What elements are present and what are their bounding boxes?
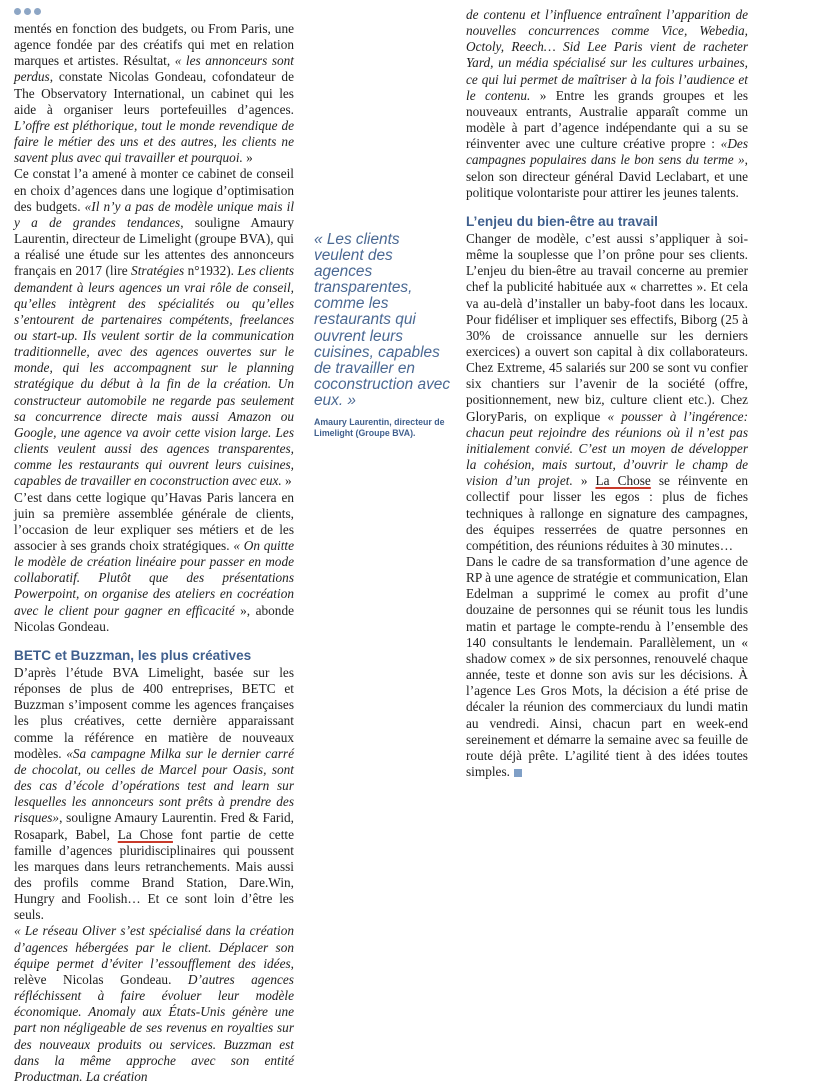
highlighted-name: La Chose [595, 473, 651, 489]
text-run: , souligne Amaury Laurentin. Fred & Farid, Rosapark, Babel, [14, 810, 294, 842]
paragraph [14, 490, 294, 635]
text-run: » [281, 473, 292, 489]
section-dots-icon [14, 8, 41, 15]
section-heading: BETC et Buzzman, les plus créatives [14, 647, 252, 663]
pull-quote-author: Amaury Laurentin, directeur de Limelight (Groupe BVA). [314, 417, 445, 439]
text-run: C’est dans cette logique qu’Havas Paris lancera en juin sa première assemblée générale de clients, l’occasion de leur expliquer ses métiers et de les associer à ses grands choix stratégiques. [14, 489, 294, 553]
text-run: , relève Nicolas Gondeau. [14, 955, 294, 987]
paragraph [466, 231, 748, 554]
italic-quote: Stratégies [131, 263, 185, 279]
italic-quote: «Des campagnes populaires dans le bon sens du terme » [466, 136, 748, 168]
paragraph [466, 7, 748, 201]
italic-quote: «Sa campagne Milka sur le dernier carré de chocolat, ou celles de Marcel pour Oasis, sont des cas d’école d’opérations test and learn sur lesquelles les annonceurs sont prêts à prendre des risques» [14, 745, 295, 826]
end-of-article-icon [514, 769, 522, 777]
text-run: se réinvente en collectif pour lisser les egos : plus de fiches techniques à rallonge en signature des campagnes, des équipes resserrées de quatre personnes en compétition, des réunions réduites à 30 minutes… [466, 473, 748, 553]
text-run: Dans le cadre de sa transformation d’une agence de RP à une agence de stratégie et communication, Elan Edelman a supprimé le comex au profit d’une douzaine de personnes qui se réunit tous les lundis matin et partage le compte-rendu à l’ensemble des 140 consultants le lendemain. Parallèlement, un « shadow comex » de six personnes, renouvelé chaque année, teste et donne son avis sur les décisions. À l’agence Les Gros Mots, la décision a été prise de décaler la réunion des commerciaux du lundi matin au vendredi. Ainsi, chacun part en week-end sereinement et démarre la semaine avec sa feuille de route déjà prête. L’agilité tient à des idées toutes simples. [466, 554, 748, 780]
paragraph [14, 665, 294, 924]
italic-quote: « les annonceurs sont perdus [14, 53, 294, 85]
text-run: », abonde Nicolas Gondeau. [14, 602, 294, 634]
paragraph [14, 166, 294, 489]
highlighted-name: La Chose [117, 826, 173, 842]
text-run: , selon son directeur général David Leclabart, et une politique volontariste pour attirer les jeunes talents. [466, 152, 748, 200]
italic-quote: « Le réseau Oliver s’est spécialisé dans la création d’agences hébergées par le client. Déplacer son équipe permet d’éviter l’essoufflement des idées [14, 923, 294, 971]
italic-quote: «Il n’y a pas de modèle unique mais il y a de grandes tendances [14, 198, 295, 230]
text-run: » Entre les grands groupes et les nouveaux entrants, Australie apparaît comme un modèle à part d’agence indépendante qui a su se réinventer avec une culture créative propre : [466, 87, 748, 152]
text-run: , souligne Amaury Laurentin, directeur de Limelight (groupe BVA), qui a réalisé une étude sur les attentes des annonceurs français en 2017 (lire [14, 214, 294, 279]
italic-quote: « On quitte le modèle de création linéaire pour passer en mode collaboratif. Plutôt que des présentations Powerpoint, on organise des ateliers en cocréation avec le client pour gagner en efficacité [14, 538, 294, 618]
text-run: » [242, 150, 253, 166]
italic-quote: L’offre est pléthorique, tout le monde revendique de faire le métier des uns et des autres, les clients ne savent plus avec qui travailler et pourquoi. [14, 117, 294, 166]
italic-quote: Les clients demandent à leurs agences un vrai rôle de conseil, qu’elles intègrent des spécialités ou qu’elles s’entourent de partenaires compétents, freelances ou start-up. Ils veulent sortir de la communication traditionnelle, avec des agences ouvertes sur le monde, qui les accompagnent sur le planning stratégique du début à la fin de la création. Un constructeur automobile ne regarde pas seulement sa concurrence directe mais aussi Amazon ou Google, une agence va avoir cette vision large. Les clients veulent aussi des agences transparentes, comme les restaurants qui ouvrent leurs cuisines, capables de travailler en coconstruction avec eux. [14, 263, 294, 489]
article-column-left [14, 21, 294, 1085]
paragraph [14, 923, 294, 1085]
pull-quote-text: « Les clients veulent des agences transparentes, comme les restaurants qui ouvrent leurs cuisines, capables de travailler en coconstruction avec eux. » [314, 231, 451, 409]
paragraph [14, 21, 294, 166]
pull-quote [314, 232, 452, 439]
paragraph [466, 554, 748, 780]
text-run: , constate Nicolas Gondeau, cofondateur de The Observatory International, un cabinet qui les aide à organiser leurs portefeuilles d’agences. [14, 69, 294, 117]
text-run: font partie de cette famille d’agences pluridisciplinaires qui poussent les marques dans leurs retranchements. Mais aussi des profils comme Brand Station, Dare.Win, Hungry and Foolish… Et ce sont loin d’être les seuls. [14, 826, 294, 923]
text-run: Ce constat l’a amené à monter ce cabinet de conseil en choix d’agences dans une logique d’optimisation des budgets. [14, 166, 294, 214]
italic-quote: D’autres agences réfléchissent à faire évoluer leur modèle économique. Anomaly aux États-Unis génère une part non négligeable de ses revenus en royalties sur des nouveaux produits ou services. Buzzman est dans la même approche avec son entité Productman. La création [14, 971, 294, 1084]
italic-quote: de contenu et l’influence entraînent l’apparition de nouvelles concurrences comme Vice, Webedia, Octoly, Reech… Sid Lee Paris vient de racheter Yard, un média spécialisé sur les cultures urbaines, ce qui lui permet de maîtriser à la fois l’audience et le contenu. [466, 7, 748, 103]
text-run: Changer de modèle, c’est aussi s’appliquer à soi-même la souplesse que l’on prône pour ses clients. L’enjeu du bien-être au travail concerne au premier chef la publicité habituée aux « charrettes ». Et cela va au-delà d’installer un baby-foot dans les locaux. Pour fidéliser et impliquer ses effectifs, Biborg (25 à 30% de croissance annuelle sur les derniers exercices) a ouvert son capital à dix collaborateurs. Chez Extreme, 45 salariés sur 200 se sont vu confier six chantiers sur l’avenir de la société (offre, positionnement, new biz, culture client etc.). Chez GloryParis, on explique [466, 230, 748, 424]
italic-quote: « pousser à l’ingérence: chacun peut rejoindre des réunions où il n’est pas initialement convié. C’est un moyen de développer la cohésion, mais surtout, d’ouvrir le champ de vision d’un projet. [466, 408, 748, 489]
section-heading: L’enjeu du bien-être au travail [466, 213, 658, 229]
text-run: » [572, 473, 596, 489]
text-run: mentés en fonction des budgets, ou From Paris, une agence fondée par des créatifs qui met en relation marques et artistes. Résultat, [14, 21, 294, 69]
article-column-right [466, 7, 748, 780]
text-run: D’après l’étude BVA Limelight, basée sur les réponses de plus de 400 entreprises, BETC et Buzzman s’imposent comme les agences françaises les plus créatives, cette dernière apparaissant comme la référence en matière de nouveaux modèles. [14, 664, 294, 761]
text-run: n°1932). [184, 263, 238, 279]
